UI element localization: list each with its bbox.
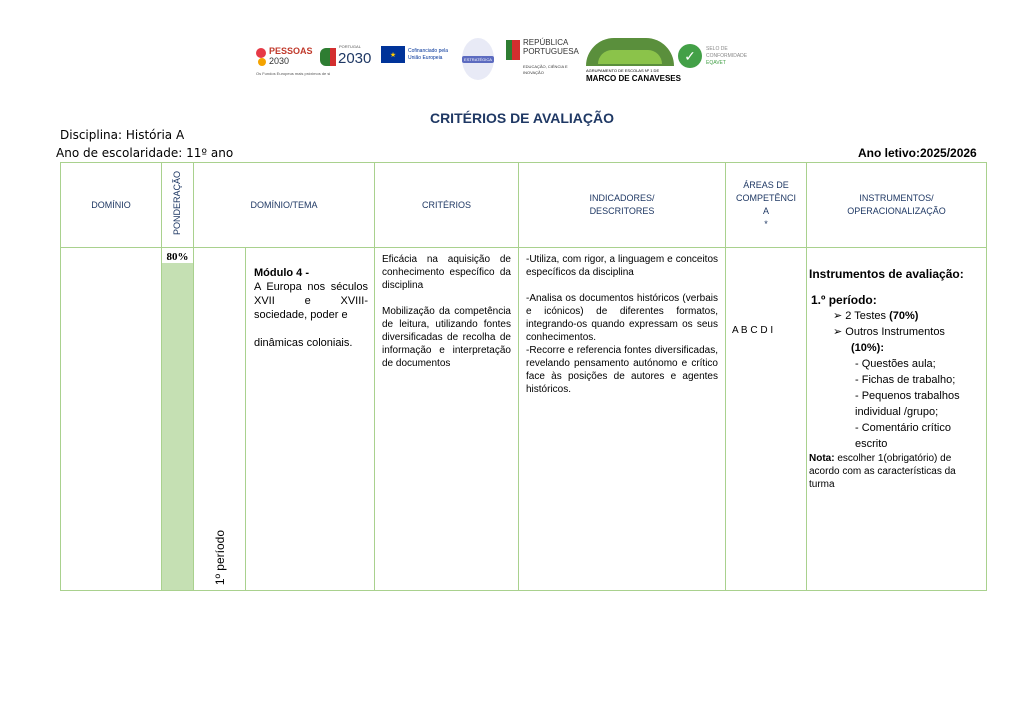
tests-item: ➢ 2 Testes (70%) — [833, 310, 919, 322]
criteria-item: Mobilização da competência de leitura, utilizando fontes diversificadas de recolha de informação e interpretação de documentos — [382, 306, 511, 369]
header-instrumentos: INSTRUMENTOS/ OPERACIONALIZAÇÃO — [807, 163, 987, 248]
pessoas-text: PESSOAS — [269, 46, 313, 56]
instrument-list — [809, 356, 982, 452]
dominio-cell — [61, 248, 162, 591]
indicator-item: -Utiliza, com rigor, a linguagem e conceitos específicos da disciplina — [526, 254, 718, 278]
criteria-table — [60, 162, 987, 591]
eu-flag-icon: ★ — [381, 46, 405, 63]
school-year-label: Ano letivo:2025/2026 — [858, 146, 977, 160]
indicator-item: -Recorre e referencia fontes diversificadas, revelando pensamento autónomo e crítico face às posições de autores e agentes históricos. — [526, 345, 718, 395]
weight-value: 80% — [162, 248, 193, 263]
module-text: A Europa nos séculos XVII e XVIII- sociedade, poder e — [254, 281, 368, 321]
pessoas-year: 2030 — [269, 56, 290, 66]
note: Nota: escolher 1(obrigatório) de acordo com as características da turma — [809, 453, 956, 490]
eu-cofinanced-logo — [381, 46, 460, 63]
header-dominio-tema: DOMÍNIO/TEMA — [194, 163, 375, 248]
instruments-title: Instrumentos de avaliação: — [809, 267, 964, 281]
table-row — [61, 248, 987, 591]
period-cell — [194, 248, 246, 591]
period-label: 1º período — [212, 529, 227, 585]
instruments-cell: Instrumentos de avaliação: 1.º período: ➢ 2 Testes (70%) ➢ Outros Instrumentos (10%): - Questões aula; - Fichas de trabalho; - Pequenos trabalhos individual /grupo; - Comentário crítico escrito Nota: escolher 1(obrigatório) de acordo com as características da turma — [807, 248, 987, 591]
module-text-2: dinâmicas coloniais. — [254, 337, 353, 349]
header-areas: ÁREAS DE COMPETÊNCI A * — [726, 163, 807, 248]
areas-cell — [726, 248, 807, 591]
header-criterios: CRITÉRIOS — [375, 163, 519, 248]
header-indicadores: INDICADORES/ DESCRITORES — [519, 163, 726, 248]
republica-portuguesa-logo: REPÚBLICA PORTUGUESA EDUCAÇÃO, CIÊNCIA E INOVAÇÃO — [506, 38, 584, 84]
page-title: CRITÉRIOS DE AVALIAÇÃO — [429, 110, 615, 126]
arrow-icon: ➢ — [833, 310, 846, 322]
areas-value: A B C D I — [732, 325, 774, 336]
list-item: - Comentário crítico escrito — [855, 422, 951, 450]
discipline-label: Disciplina: História A — [60, 128, 185, 142]
instruments-period: 1.º período: — [811, 293, 877, 307]
logo-strip — [256, 38, 756, 90]
portugal-2030-logo: PORTUGAL 2030 — [320, 44, 368, 72]
pessoas-tagline: Os Fundos Europeus mais próximos de si — [256, 71, 331, 76]
school-logo: AGRUPAMENTO DE ESCOLAS Nº 1 DE MARCO DE CANAVESES — [586, 38, 674, 86]
indicator-item: -Analisa os documentos históricos (verbais e icónicos) de diferentes formatos, integrando-os quando expressam os seus conhecimentos. — [526, 293, 718, 343]
module-title: Módulo 4 - — [254, 267, 309, 279]
grade-label: Ano de escolaridade: 11º ano — [56, 146, 234, 160]
weight-cell — [162, 248, 194, 591]
eqavet-logo: ✓ SELO DE CONFORMIDADE EQAVET — [678, 44, 747, 68]
eu-text: Cofinanciado pela União Europeia — [408, 47, 449, 61]
estrategica-badge: ESTRATÉGICA — [462, 38, 494, 80]
list-item: - Fichas de trabalho; — [855, 374, 956, 386]
pessoas-dot-icon — [256, 48, 266, 58]
others-item: ➢ Outros Instrumentos — [833, 326, 945, 338]
pessoas-2030-logo — [256, 42, 331, 82]
header-ponderacao: PONDERAÇÃO — [162, 163, 194, 248]
criteria-cell — [375, 248, 519, 591]
list-item: - Pequenos trabalhos individual /grupo; — [855, 390, 960, 418]
arrow-icon: ➢ — [833, 326, 846, 338]
criteria-item: Eficácia na aquisição de conhecimento específico da disciplina — [382, 254, 511, 291]
portugal-year: 2030 — [338, 50, 372, 67]
table-header-row — [61, 163, 987, 248]
header-dominio: DOMÍNIO — [61, 163, 162, 248]
indicators-cell — [519, 248, 726, 591]
module-cell — [246, 248, 375, 591]
check-icon: ✓ — [678, 44, 702, 68]
list-item: - Questões aula; — [855, 358, 936, 370]
